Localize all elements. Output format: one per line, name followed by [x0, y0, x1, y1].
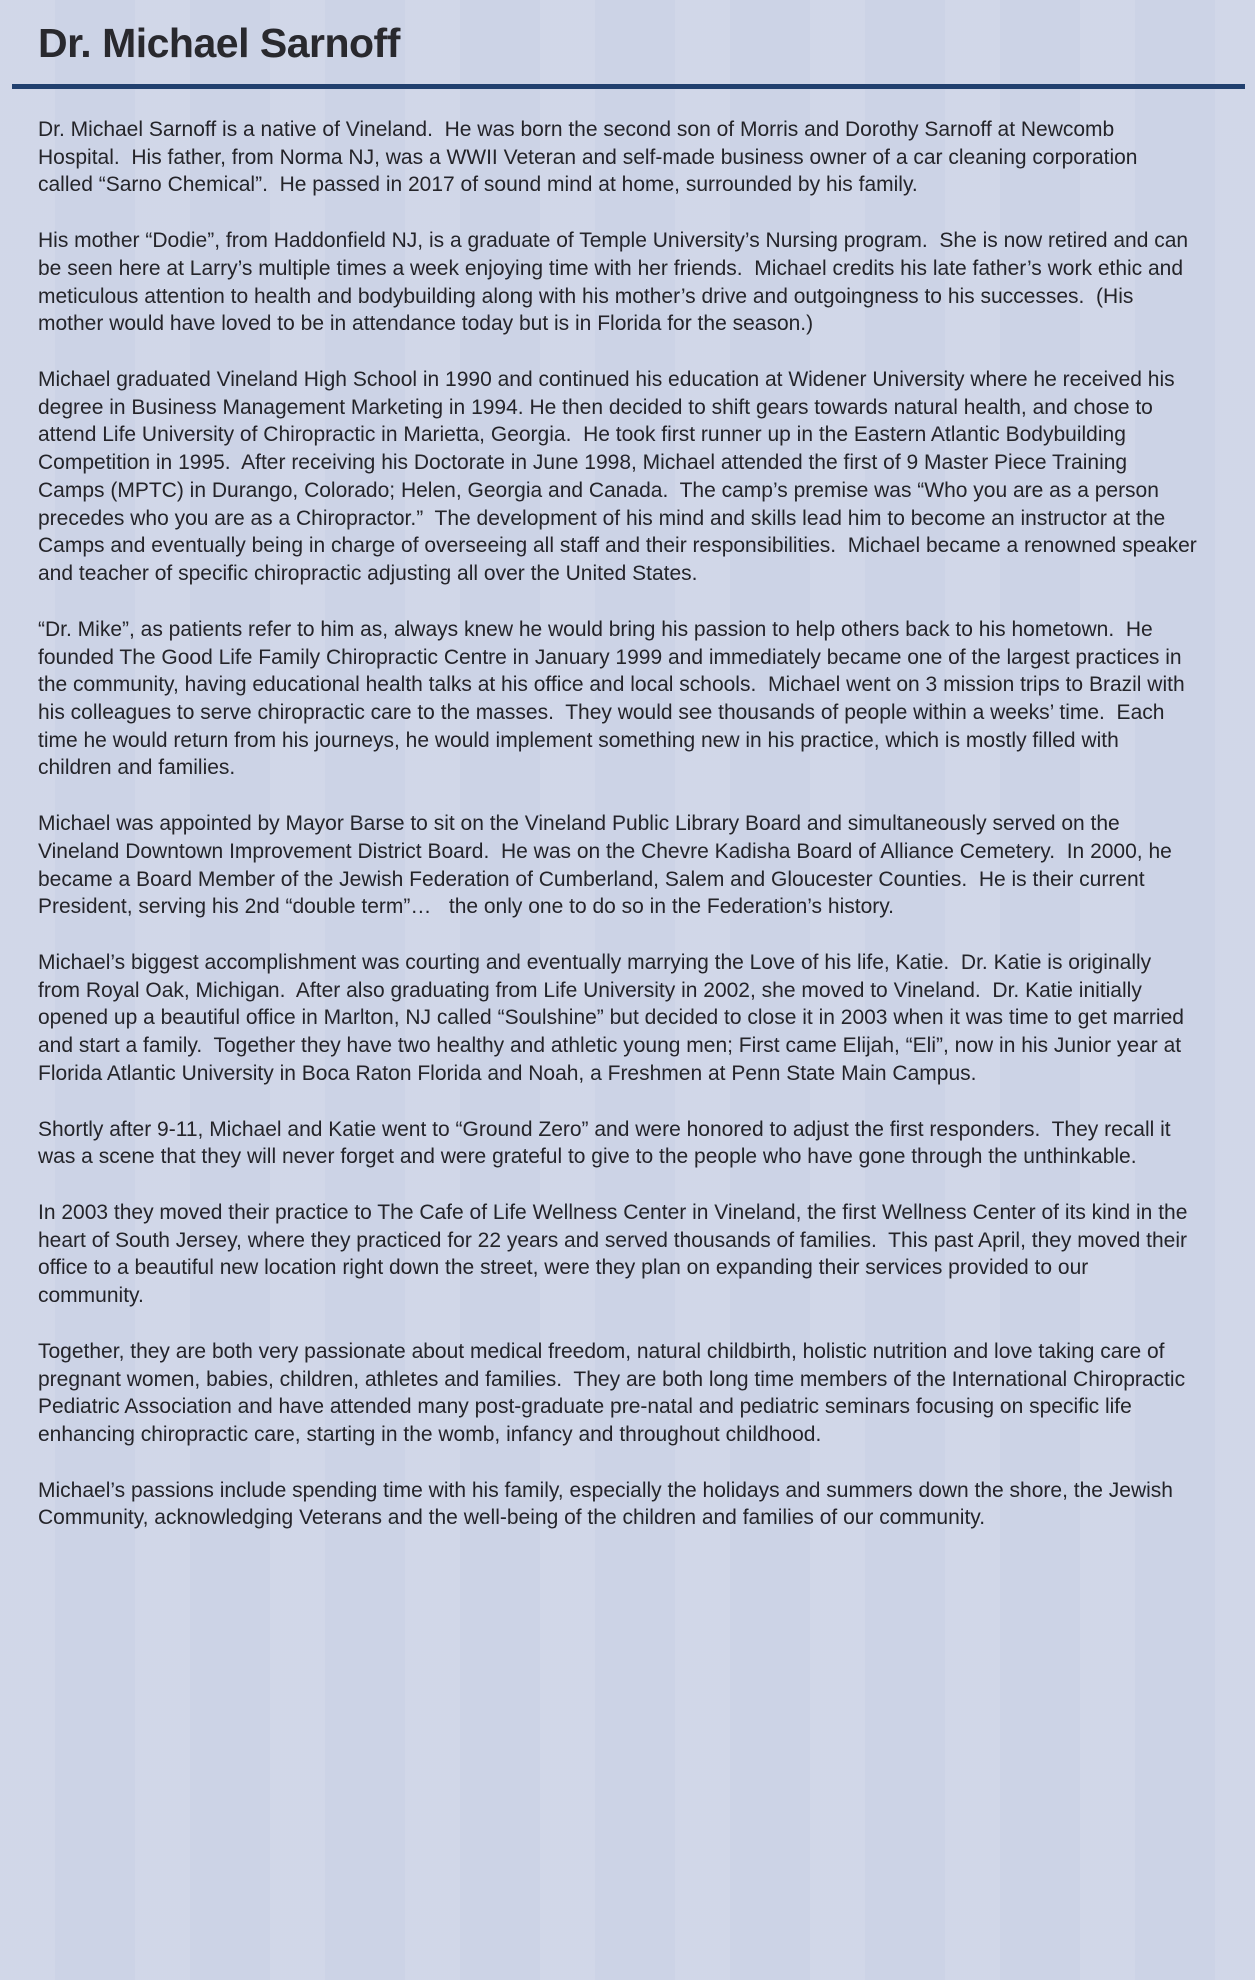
title-divider	[12, 84, 1245, 89]
biography-text	[38, 116, 1203, 1532]
bio-paragraph-5: Michael was appointed by Mayor Barse to sit on the Vineland Public Library Board and simultaneously served on the Vineland Downtown Improvement District Board. He was on the Chevre Kadisha Board of Alliance Cemetery. In 2000, he became a Board Member of the Jewish Federation of Cumberland, Salem and Gloucester Counties. He is their current President, serving his 2nd “double term”… the only one to do so in the Federation’s history.	[38, 812, 1178, 919]
bio-paragraph-8: In 2003 they moved their practice to The Cafe of Life Wellness Center in Vineland, the first Wellness Center of its kind in the heart of South Jersey, where they practiced for 22 years and served thousands of families. This past April, they moved their office to a beautiful new location right down the street, were they plan on expanding their services provided to our community.	[38, 1201, 1194, 1308]
bio-paragraph-1: Dr. Michael Sarnoff is a native of Vineland. He was born the second son of Morris and Dorothy Sarnoff at Newcomb Hospital. His father, from Norma NJ, was a WWII Veteran and self-made business owner of a car cleaning corporation called “Sarno Chemical”. He passed in 2017 of sound mind at home, surrounded by his family.	[38, 118, 1144, 197]
bio-paragraph-6: Michael’s biggest accomplishment was courting and eventually marrying the Love of his life, Katie. Dr. Katie is originally from Royal Oak, Michigan. After also graduating from Life University in 2002, she moved to Vineland. Dr. Katie initially opened up a beautiful office in Marlton, NJ called “Soulshine” but decided to close it in 2003 when it was time to get married and start a family. Together they have two healthy and athletic young men; First came Elijah, “Eli”, now in his Junior year at Florida Atlantic University in Boca Raton Florida and Noah, a Freshmen at Penn State Main Campus.	[38, 950, 1190, 1085]
bio-paragraph-10: Michael’s passions include spending time with his family, especially the holidays and summers down the shore, the Jewish Community, acknowledging Veterans and the well-being of the children and families of our community.	[38, 1478, 1179, 1530]
page-title: Dr. Michael Sarnoff	[38, 20, 400, 66]
bio-paragraph-9: Together, they are both very passionate about medical freedom, natural childbirth, holistic nutrition and love taking care of pregnant women, babies, children, athletes and families. They are both long time members of the International Chiropractic Pediatric Association and have attended many post-graduate pre-natal and pediatric seminars focusing on specific life enhancing chiropractic care, starting in the womb, infancy and throughout childhood.	[38, 1339, 1191, 1447]
bio-paragraph-4: “Dr. Mike”, as patients refer to him as, always knew he would bring his passion to help others back to his hometown. He founded The Good Life Family Chiropractic Centre in January 1999 and immediately became one of the largest practices in the community, having educational health talks at his office and local schools. Michael went on 3 mission trips to Brazil with his colleagues to serve chiropractic care to the masses. They would see thousands of people within a weeks’ time. Each time he would return from his journeys, he would implement something new in his practice, which is mostly filled with children and families.	[38, 617, 1191, 780]
page-header	[38, 20, 1197, 89]
bio-paragraph-3: Michael graduated Vineland High School in 1990 and continued his education at Widener University where he received his degree in Business Management Marketing in 1994. He then decided to shift gears towards natural health, and chose to attend Life University of Chiropractic in Marietta, Georgia. He took first runner up in the Eastern Atlantic Bodybuilding Competition in 1995. After receiving his Doctorate in June 1998, Michael attended the first of 9 Master Piece Training Camps (MPTC) in Durango, Colorado; Helen, Georgia and Canada. The camp’s premise was “Who you are as a person precedes who you are as a Chiropractor.” The development of his mind and skills lead him to become an instructor at the Camps and eventually being in charge of overseeing all staff and their responsibilities. Michael became a renowned speaker and teacher of specific chiropractic adjusting all over the United States.	[38, 368, 1203, 586]
bio-paragraph-7: Shortly after 9-11, Michael and Katie went to “Ground Zero” and were honored to adjust the first responders. They recall it was a scene that they will never forget and were grateful to give to the people who have gone through the unthinkable.	[38, 1117, 1177, 1169]
bio-paragraph-2: His mother “Dodie”, from Haddonfield NJ, is a graduate of Temple University’s Nursing program. She is now retired and can be seen here at Larry’s multiple times a week enjoying time with her friends. Michael credits his late father’s work ethic and meticulous attention to health and bodybuilding along with his mother’s drive and outgoingness to his successes. (His mother would have loved to be in attendance today but is in Florida for the season.)	[38, 229, 1194, 336]
